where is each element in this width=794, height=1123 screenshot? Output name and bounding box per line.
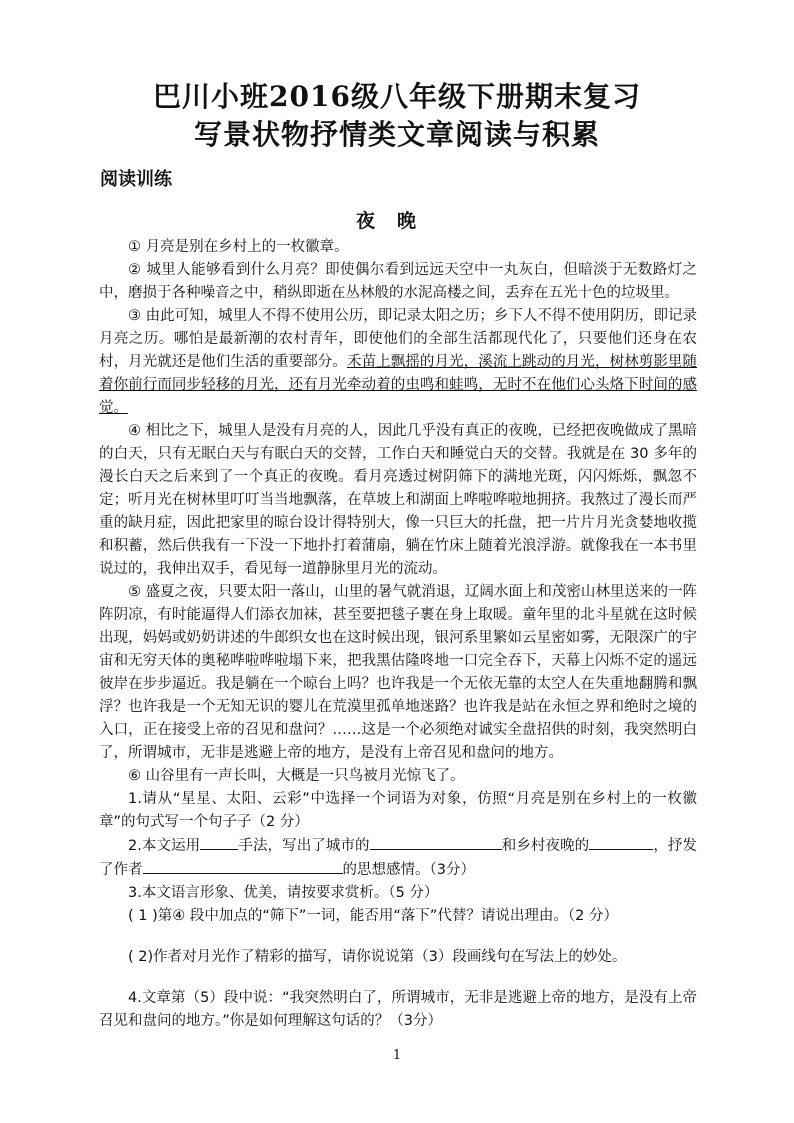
document-title-line2: 写景状物抒情类文章阅读与积累 (193, 118, 600, 151)
question-4: 4.文章第（5）段中说：“我突然明白了，所谓城市，无非是逃避上帝的地方，是没有上帝召见和盘问的地方。”你是如何理解这句话的？（3分） (99, 990, 697, 1029)
question-2-part-d: ，抒发了作者 (99, 838, 698, 878)
document-title-line1: 巴川小班2016级八年级下册期末复习 (153, 80, 641, 113)
paragraph-3-underlined-sentence: 禾苗上飘摇的月光，溪流上跳动的月光，树林剪影里随着你前行而同步轻移的月光，还有月光牵动着的虫鸣和蛙鸣，无时不在他们心头烙下时间的感觉。 (99, 354, 698, 416)
section-label: 阅读训练 (100, 169, 172, 190)
question-1: 1.请从“星星、太阳、云彩”中选择一个词语为对象，仿照“月亮是别在乡村上的一枚徽章”的句式写一个句子子（2 分） (99, 791, 697, 830)
question-3: 3.本文语言形象、优美，请按要求赏析。（5 分） (128, 885, 439, 901)
article-title: 夜晚 (355, 210, 438, 232)
answer-blank-city[interactable] (370, 834, 502, 850)
article-body (99, 236, 697, 1033)
question-3-2: ( 2)作者对月光作了精彩的描写，请你说说第（3）段画线句在写法上的妙处。 (128, 949, 627, 965)
paragraph-2: ② 城里人能够看到什么月亮？即使偶尔看到远远天空中一丸灰白，但暗淡于无数路灯之中，磨损于各种噪音之中，稍纵即逝在丛林般的水泥高楼之间，丢弃在五光十色的垃圾里。 (99, 262, 697, 301)
question-2-part-e: 的思想感情。（3分） (342, 862, 475, 878)
paragraph-4: ④ 相比之下，城里人是没有月亮的人，因此几乎没有真正的夜晚，已经把夜晚做成了黑暗的白天，只有无眠白天与有眠白天的交替，工作白天和睡觉白天的交替。我就是在 30 多年的漫长白天之后来到了一个真正的夜晚。看月亮透过树阴筛下的满地光斑，闪闪烁烁，飘忽不定；听月光在树林里叮叮当当地飘落，在草坡上和湖面上哗啦哗啦地拥挤。我熬过了漫长而严重的缺月症，因此把家里的晾台设计得特别大，像一只巨大的托盘，把一片片月光贪婪地收揽和积蓄，然后供我有一下没一下地扑打着蒲扇，躺在竹床上随着光浪浮游。就像我在一本书里说过的，我伸出双手，看见每一道静脉里月光的流动。 (99, 423, 697, 577)
paragraph-3-text: ③ 由此可知，城里人不得不使用公历，即记录太阳之历；乡下人不得不使用阴历，即记录月亮之历。哪怕是最新潮的农村青年，即使他们的全部生活都现代化了，只要他们还身在农村，月光就还是他们生活的重要部分。 (99, 308, 697, 370)
answer-blank-feeling[interactable] (143, 858, 343, 874)
paragraph-1: ① 月亮是别在乡村上的一枚徽章。 (128, 239, 349, 255)
question-3-1: ( 1 )第④ 段中加点的“筛下”一词，能否用“落下”代替？请说出理由。（2 分） (128, 908, 618, 924)
answer-blank-village-night[interactable] (589, 834, 653, 850)
question-2-part-a: 2.本文运用 (128, 838, 201, 854)
paragraph-5: ⑤ 盛夏之夜，只要太阳一落山，山里的暑气就消退，辽阔水面上和茂密山林里送来的一阵阵阴凉，有时能逼得人们添衣加袜，甚至要把毯子裹在身上取暖。童年里的北斗星就在这时候出现，妈妈或奶奶讲述的牛郎织女也在这时候出现，银河系里繁如云星密如雾，无限深广的宇宙和无穷天体的奥秘哗啦哗啦塌下来，把我黑估隆咚地一口完全吞下，天幕上闪烁不定的遥远彼岸在步步逼近。我是躺在一个晾台上吗？也许我是一个无依无靠的太空人在失重地翻腾和飘浮？也许我是一个无知无识的婴儿在荒漠里孤单地迷路？也许我是站在永恒之界和绝时之境的入口，正在接受上帝的召见和盘问？……这是一个必须绝对诚实全盘招供的时刻，我突然明白了，所谓城市，无非是逃避上帝的地方，是没有上帝召见和盘问的地方。 (99, 584, 697, 761)
paragraph-3 (99, 305, 697, 420)
answer-space (99, 969, 697, 987)
question-2 (99, 834, 697, 882)
question-2-part-c: 和乡村夜晚的 (501, 838, 590, 854)
page-number: 1 (392, 1048, 402, 1063)
paragraph-6: ⑥ 山谷里有一声长叫，大概是一只鸟被月光惊飞了。 (128, 768, 465, 784)
answer-space (99, 928, 697, 946)
question-2-part-b: 手法，写出了城市的 (238, 838, 370, 854)
answer-blank-technique[interactable] (200, 834, 238, 850)
